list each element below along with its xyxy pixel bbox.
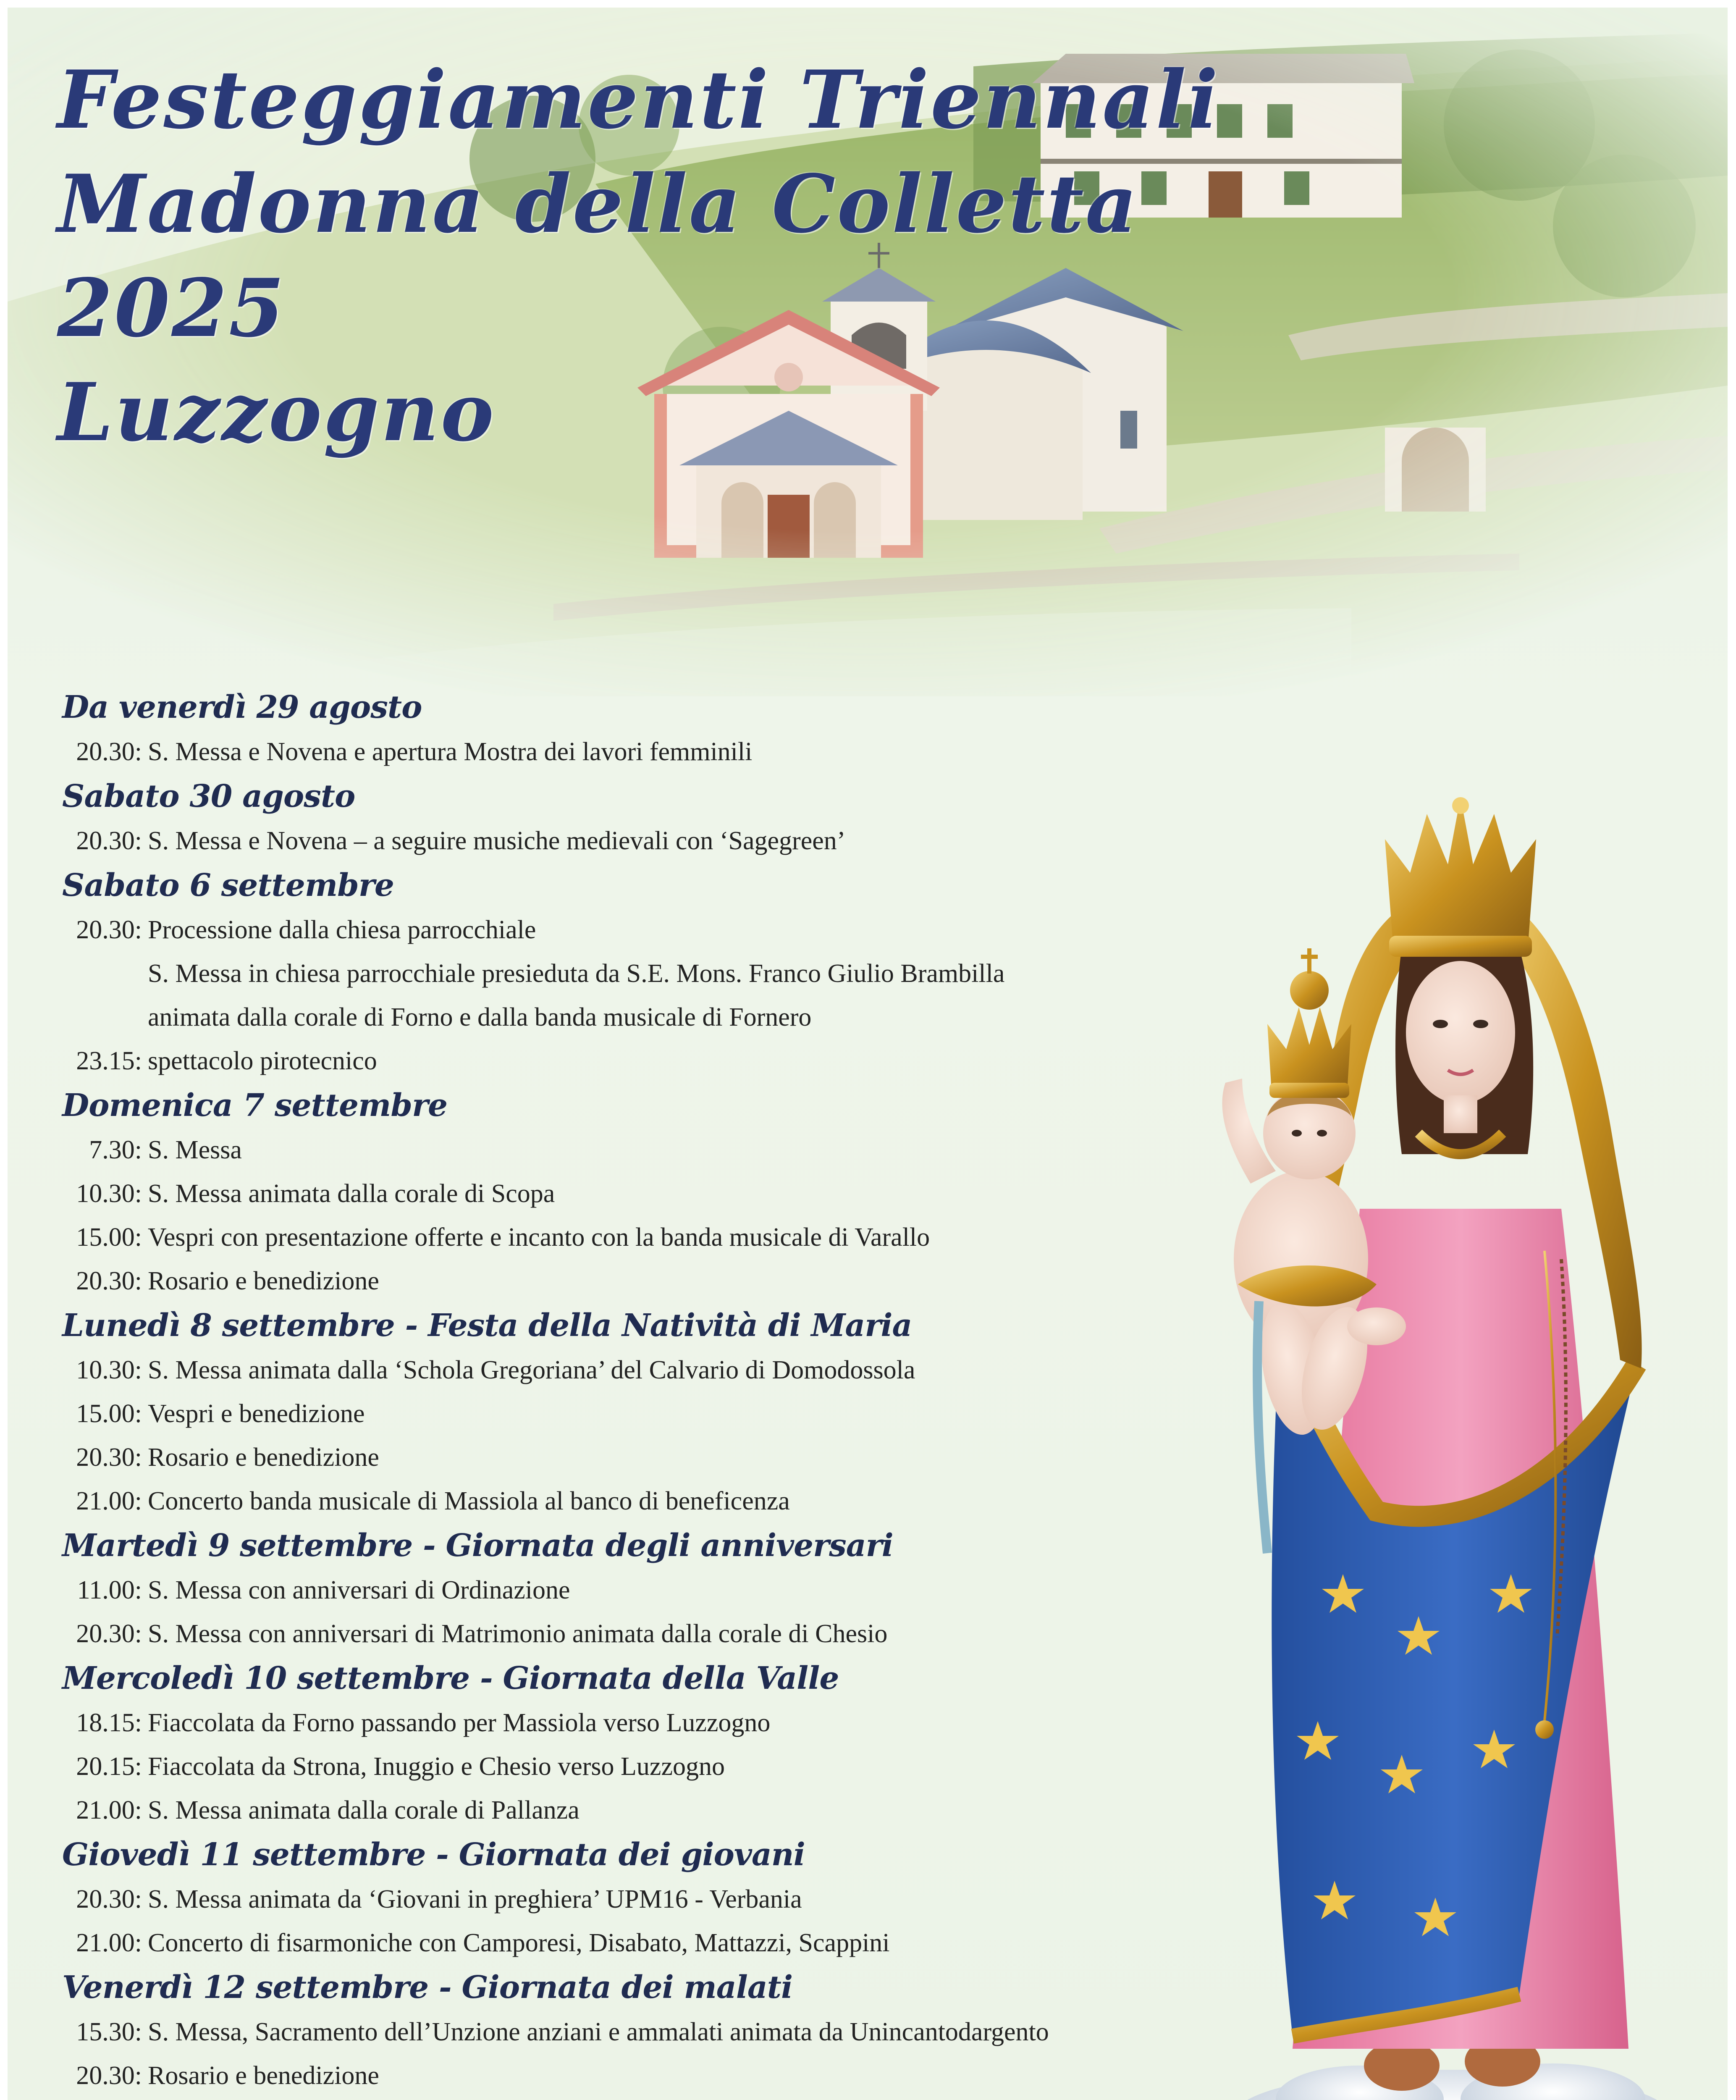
event-text: Concerto banda musicale di Massiola al banco di beneficenza (148, 1487, 790, 1515)
event-time: 20.15: (76, 1752, 142, 1781)
day-heading: Martedì 9 settembre - Giornata degli anniversari (62, 1528, 893, 1564)
event-time: 10.30: (76, 1179, 142, 1208)
event-row (62, 1745, 1364, 1788)
event-text: Rosario e benedizione (148, 2061, 379, 2090)
event-time: 23.15: (76, 1047, 142, 1075)
event-row (62, 908, 1364, 952)
day-heading: Lunedì 8 settembre - Festa della Natività di Maria (62, 1307, 912, 1344)
event-row (62, 1039, 1364, 1083)
poster-title (57, 48, 1220, 465)
event-time: 11.00: (77, 1576, 142, 1604)
poster (8, 8, 1728, 2100)
event-row (62, 1259, 1364, 1303)
event-row (62, 1568, 1364, 1612)
event-time: 21.00: (76, 1929, 142, 1957)
event-time: 15.30: (76, 2018, 142, 2046)
title-line-year: 2025 (57, 261, 286, 355)
event-time: 20.30: (76, 916, 142, 944)
event-text: S. Messa e Novena e apertura Mostra dei lavori femminili (148, 738, 753, 766)
day-heading: Sabato 30 agosto (62, 778, 355, 814)
event-time: 20.30: (76, 1267, 142, 1295)
event-text: Processione dalla chiesa parrocchiale (148, 916, 536, 944)
day-heading: Giovedì 11 settembre - Giornata dei giovani (62, 1837, 805, 1873)
event-row (62, 1348, 1364, 1392)
event-text: S. Messa con anniversari di Matrimonio animata dalla corale di Chesio (148, 1620, 888, 1648)
day-heading: Domenica 7 settembre (62, 1087, 448, 1124)
event-time: 21.00: (76, 1487, 142, 1515)
event-time: 20.30: (76, 827, 142, 855)
event-row (62, 1215, 1364, 1259)
event-row (62, 1436, 1364, 1479)
event-time: 7.30: (89, 1136, 142, 1164)
event-text: spettacolo pirotecnico (148, 1047, 377, 1075)
event-time: 20.30: (76, 2061, 142, 2090)
event-text: Rosario e benedizione (148, 1443, 379, 1472)
event-time: 21.00: (76, 1796, 142, 1824)
event-time: 20.30: (76, 1620, 142, 1648)
title-line-festeggiamenti: Festeggiamenti Triennali (57, 53, 1220, 147)
event-row (62, 2054, 1364, 2097)
event-time: 15.00: (76, 1223, 142, 1252)
event-text: S. Messa (148, 1136, 242, 1164)
event-row-continuation (62, 995, 1364, 1039)
event-row (62, 1877, 1364, 1921)
event-text: animata dalla corale di Forno e dalla banda musicale di Fornero (148, 1003, 812, 1032)
day-heading: Da venerdì 29 agosto (62, 689, 422, 725)
event-text: S. Messa in chiesa parrocchiale presieduta da S.E. Mons. Franco Giulio Brambilla (148, 959, 1005, 988)
event-time: 20.30: (76, 1885, 142, 1914)
event-text: Fiaccolata da Forno passando per Massiola verso Luzzogno (148, 1709, 771, 1737)
event-time: 18.15: (76, 1709, 142, 1737)
event-row (62, 1701, 1364, 1745)
day-heading: Venerdì 12 settembre - Giornata dei malati (62, 1969, 793, 2006)
event-text: Concerto di fisarmoniche con Camporesi, Disabato, Mattazzi, Scappini (148, 1929, 890, 1957)
event-time: 15.00: (76, 1399, 142, 1428)
event-text: S. Messa animata da ‘Giovani in preghiera’ UPM16 - Verbania (148, 1885, 802, 1914)
event-text: Vespri e benedizione (148, 1399, 365, 1428)
event-row (62, 2010, 1364, 2054)
event-row (62, 1128, 1364, 1172)
event-text: Fiaccolata da Strona, Inuggio e Chesio verso Luzzogno (148, 1752, 725, 1781)
event-row (62, 1921, 1364, 1965)
title-line-town: Luzzogno (57, 365, 496, 459)
event-row (62, 730, 1364, 774)
day-heading (62, 2097, 1364, 2100)
event-row (62, 1788, 1364, 1832)
event-text: S. Messa animata dalla corale di Scopa (148, 1179, 555, 1208)
event-row-continuation (62, 952, 1364, 995)
event-row (62, 1612, 1364, 1656)
event-text: S. Messa e Novena – a seguire musiche medievali con ‘Sagegreen’ (148, 827, 846, 855)
event-text: S. Messa con anniversari di Ordinazione (148, 1576, 570, 1604)
event-row (62, 819, 1364, 863)
event-time: 10.30: (76, 1356, 142, 1384)
event-row (62, 1392, 1364, 1436)
day-heading: Sabato 6 settembre (62, 867, 394, 903)
event-text: S. Messa animata dalla corale di Pallanza (148, 1796, 580, 1824)
day-heading: Mercoledì 10 settembre - Giornata della Valle (62, 1660, 839, 1696)
event-text: Vespri con presentazione offerte e incanto con la banda musicale di Varallo (148, 1223, 930, 1252)
program-schedule (62, 685, 1364, 2100)
event-text: S. Messa animata dalla ‘Schola Gregoriana’ del Calvario di Domodossola (148, 1356, 915, 1384)
event-text: S. Messa, Sacramento dell’Unzione anziani e ammalati animata da Unincantodargento (148, 2018, 1049, 2046)
event-text: Rosario e benedizione (148, 1267, 379, 1295)
event-time: 20.30: (76, 1443, 142, 1472)
event-row (62, 1479, 1364, 1523)
event-time: 20.30: (76, 738, 142, 766)
title-line-madonna: Madonna della Colletta (57, 157, 1139, 251)
event-row (62, 1172, 1364, 1215)
